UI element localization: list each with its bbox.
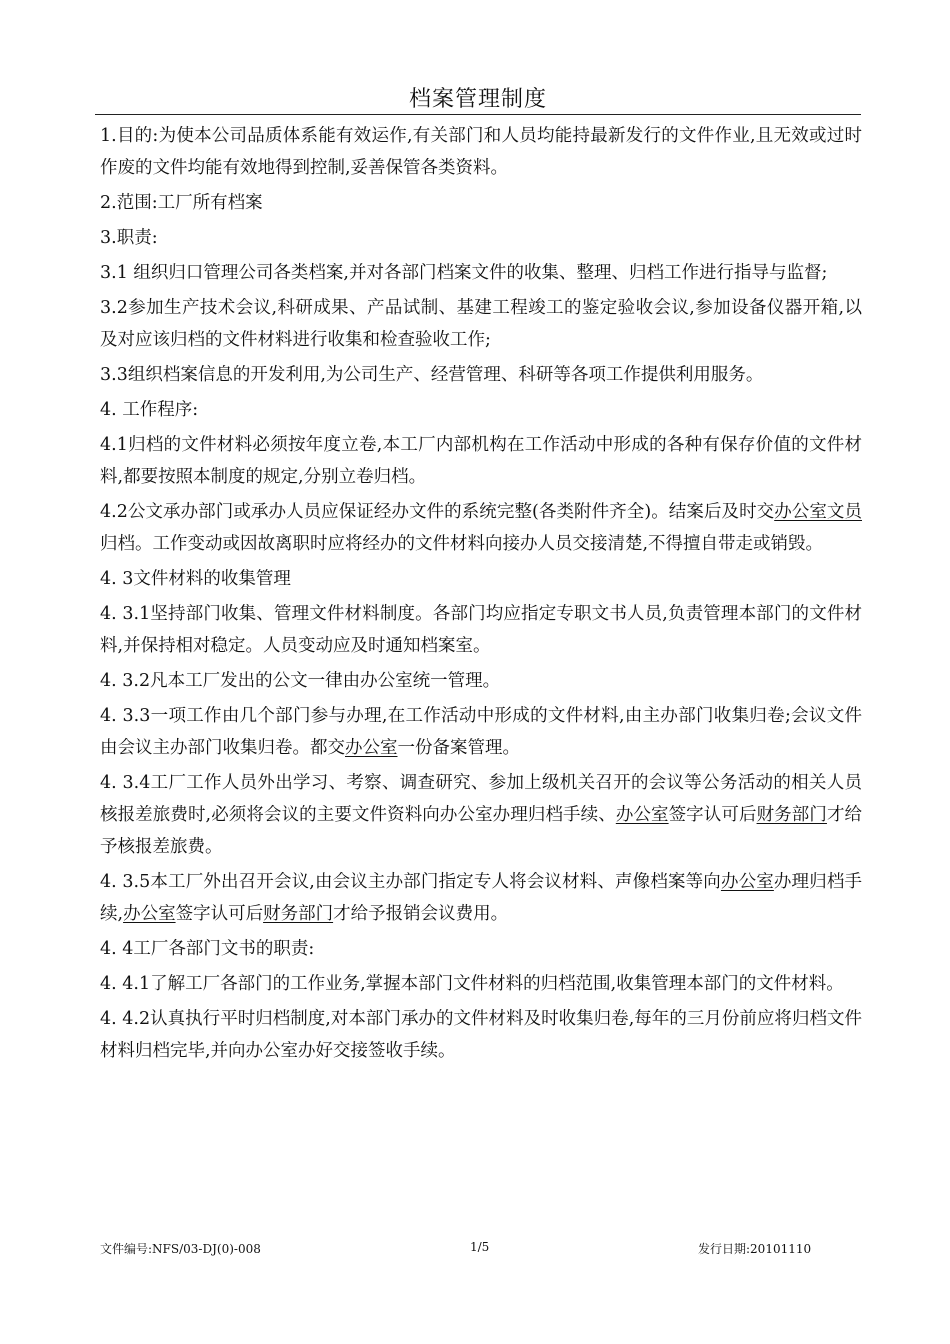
paragraph xyxy=(100,187,862,219)
document-body xyxy=(100,120,862,1070)
paragraph-text: 4. 3文件材料的收集管理 xyxy=(100,569,291,589)
paragraph-text: 4. 3.3一项工作由几个部门参与办理,在工作活动中形成的文件材料,由主办部门收集归卷;会议文件由会议主办部门收集归卷。都交 xyxy=(100,706,862,758)
paragraph xyxy=(100,598,862,662)
paragraph-text: 4. 3.1坚持部门收集、管理文件材料制度。各部门均应指定专职文书人员,负责管理本部门的文件材料,并保持相对稳定。人员变动应及时通知档案室。 xyxy=(100,604,862,656)
underlined-text: 财务部门 xyxy=(263,904,334,924)
paragraph-text: 4. 3.2凡本工厂发出的公文一律由办公室统一管理。 xyxy=(100,671,501,691)
paragraph xyxy=(100,120,862,184)
paragraph-text: 4. 4工厂各部门文书的职责: xyxy=(100,939,315,959)
paragraph-text: 3.2参加生产技术会议,科研成果、产品试制、基建工程竣工的鉴定验收会议,参加设备仪器开箱,以及对应该归档的文件材料进行收集和检查验收工作; xyxy=(100,298,862,350)
paragraph-text: 4.2公文承办部门或承办人员应保证经办文件的系统完整(各类附件齐全)。结案后及时交 xyxy=(100,502,775,522)
paragraph xyxy=(100,563,862,595)
paragraph-text: 4. 工作程序: xyxy=(100,400,199,420)
paragraph-text: 1.目的:为使本公司品质体系能有效运作,有关部门和人员均能持最新发行的文件作业,且无效或过时作废的文件均能有效地得到控制,妥善保管各类资料。 xyxy=(100,126,862,178)
paragraph xyxy=(100,933,862,965)
footer-page-number: 1/5 xyxy=(470,1240,490,1254)
paragraph-text: 签字认可后 xyxy=(668,805,757,825)
underlined-text: 办公室 xyxy=(720,872,774,892)
underlined-text: 办公室 xyxy=(123,904,176,924)
paragraph xyxy=(100,496,862,560)
underlined-text: 办公室 xyxy=(345,738,398,758)
paragraph xyxy=(100,429,862,493)
paragraph xyxy=(100,222,862,254)
paragraph xyxy=(100,292,862,356)
paragraph-text: 3.1 组织归口管理公司各类档案,并对各部门档案文件的收集、整理、归档工作进行指导与监督; xyxy=(100,263,828,283)
paragraph-text: 才给予核报差旅费。 xyxy=(100,805,863,857)
footer-doc-number: 文件编号:NFS/03-DJ(0)-008 xyxy=(100,1242,261,1256)
paragraph-text: 4. 3.5本工厂外出召开会议,由会议主办部门指定专人将会议材料、声像档案等向 xyxy=(100,872,721,892)
title-divider xyxy=(95,114,861,115)
paragraph-text: 签字认可后 xyxy=(175,904,264,924)
underlined-text: 办公室文员 xyxy=(774,502,862,522)
paragraph xyxy=(100,665,862,697)
document-title: 档案管理制度 xyxy=(408,87,547,112)
footer-issue-date: 发行日期:20101110 xyxy=(698,1242,812,1256)
underlined-text: 财务部门 xyxy=(756,805,827,825)
paragraph-text: 3.3组织档案信息的开发利用,为公司生产、经营管理、科研等各项工作提供利用服务。 xyxy=(100,365,764,385)
paragraph xyxy=(100,394,862,426)
paragraph xyxy=(100,866,862,930)
paragraph-text: 4. 4.1了解工厂各部门的工作业务,掌握本部门文件材料的归档范围,收集管理本部门的文件材料。 xyxy=(100,974,844,994)
paragraph xyxy=(100,700,862,764)
paragraph-text: 办理归档手续, xyxy=(100,872,862,924)
paragraph-text: 3.职责: xyxy=(100,228,158,248)
paragraph xyxy=(100,968,862,1000)
paragraph-text: 2.范围:工厂所有档案 xyxy=(100,193,263,213)
paragraph xyxy=(100,1003,862,1067)
paragraph-text: 才给予报销会议费用。 xyxy=(333,904,509,924)
paragraph xyxy=(100,257,862,289)
paragraph-text: 一份备案管理。 xyxy=(397,738,520,758)
paragraph-text: 归档。工作变动或因故离职时应将经办的文件材料向接办人员交接清楚,不得擅自带走或销毁。 xyxy=(100,534,824,554)
paragraph-text: 4. 3.4工厂工作人员外出学习、考察、调查研究、参加上级机关召开的会议等公务活动的相关人员核报差旅费时,必须将会议的主要文件资料向办公室办理归档手续、 xyxy=(100,773,862,825)
underlined-text: 办公室 xyxy=(615,805,669,825)
paragraph xyxy=(100,359,862,391)
paragraph-text: 4. 4.2认真执行平时归档制度,对本部门承办的文件材料及时收集归卷,每年的三月份前应将归档文件材料归档完毕,并向办公室办好交接签收手续。 xyxy=(100,1009,862,1061)
paragraph xyxy=(100,767,862,863)
paragraph-text: 4.1归档的文件材料必须按年度立卷,本工厂内部机构在工作活动中形成的各种有保存价值的文件材料,都要按照本制度的规定,分别立卷归档。 xyxy=(100,435,862,487)
